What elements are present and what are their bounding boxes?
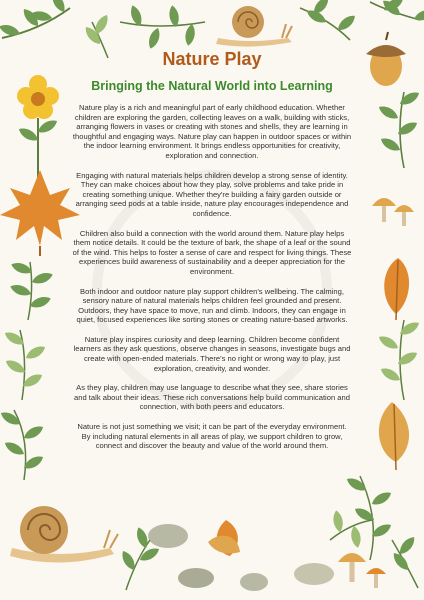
left-branch-low-icon (0, 409, 45, 480)
right-branch-icon (377, 89, 422, 168)
right-leaf-orange-icon (384, 258, 409, 320)
top-branch-icon (120, 4, 205, 50)
paragraph: Both indoor and outdoor nature play support children's wellbeing. The calming, sensory nature of natural materials helps children feel grounded and present. Outdoors, they have space to move, run and climb. Indoors, they can engage in quiet, focused experiences like sorting stones or creating nature-based artworks. (76, 286, 348, 325)
top-right-branch-icon (300, 0, 358, 40)
right-fern-icon (377, 319, 422, 400)
top-left-branch-icon (0, 0, 70, 38)
right-autumn-leaf-icon (379, 402, 409, 470)
paragraph: As they play, children may use language to describe what they see, share stories and talk about their ideas. These rich conversations help build communication and connection, with both peers and educators. (74, 383, 350, 412)
document-content (72, 48, 352, 461)
left-fern-icon (9, 260, 54, 320)
mushroom-icon (372, 198, 414, 226)
acorn-icon (366, 32, 406, 86)
page-title: Nature Play (162, 49, 262, 69)
paragraph: Nature is not just something we visit; it can be part of the everyday environment. By including natural elements in all areas of play, we support children to grow, connect and discover the beauty and value of the world around them. (77, 422, 347, 451)
top-right-leaves-icon (370, 0, 424, 23)
paragraph: Children also build a connection with the world around them. Nature play helps them notice details. It could be the texture of bark, the shape of a leaf or the sound of the wind. This helps to foster a sense of care and respect for living things. These experiences build awareness of sustainability and a deeper appreciation for the environment. (72, 228, 352, 276)
bottom-snail-icon (10, 506, 118, 563)
paragraph: Nature play inspires curiosity and deep learning. Children become confident learners as they ask questions, observe changes in seasons, investigate bugs and create with open-ended materials. There's no right or wrong way to play, just exploration, creativity, and wonder. (73, 334, 351, 373)
bottom-orange-leaf-icon (208, 520, 240, 556)
paragraph: Nature play is a rich and meaningful part of early childhood education. Whether children are exploring the garden, collecting leaves on a walk, building with sticks, arranging flowers in vases or creating with stones and shells, they are learning in thoughtful and engaging ways. Nature play can happen in outdoor spaces or within the indoor learning environment. It brings endless opportunities for creativity, exploration and connection. (72, 103, 352, 160)
right-low-branch-icon (345, 475, 394, 560)
left-sprig-icon (3, 329, 48, 400)
body-text (72, 103, 352, 451)
maple-leaf-icon (0, 170, 80, 256)
flower-icon (17, 75, 60, 180)
paragraph: Engaging with natural materials helps children develop a strong sense of identity. They can make choices about how they play, solve problems and take pride in creating something unique. Whether they're building a fairy garden outside or arranging seed pods at a table inside, nature play encourages independence and confidence. (75, 170, 349, 218)
page-subtitle: Bringing the Natural World into Learning (91, 79, 333, 93)
pebble-icon (148, 524, 334, 591)
bottom-right-mushroom-icon (338, 553, 386, 588)
snail-icon (216, 6, 292, 47)
